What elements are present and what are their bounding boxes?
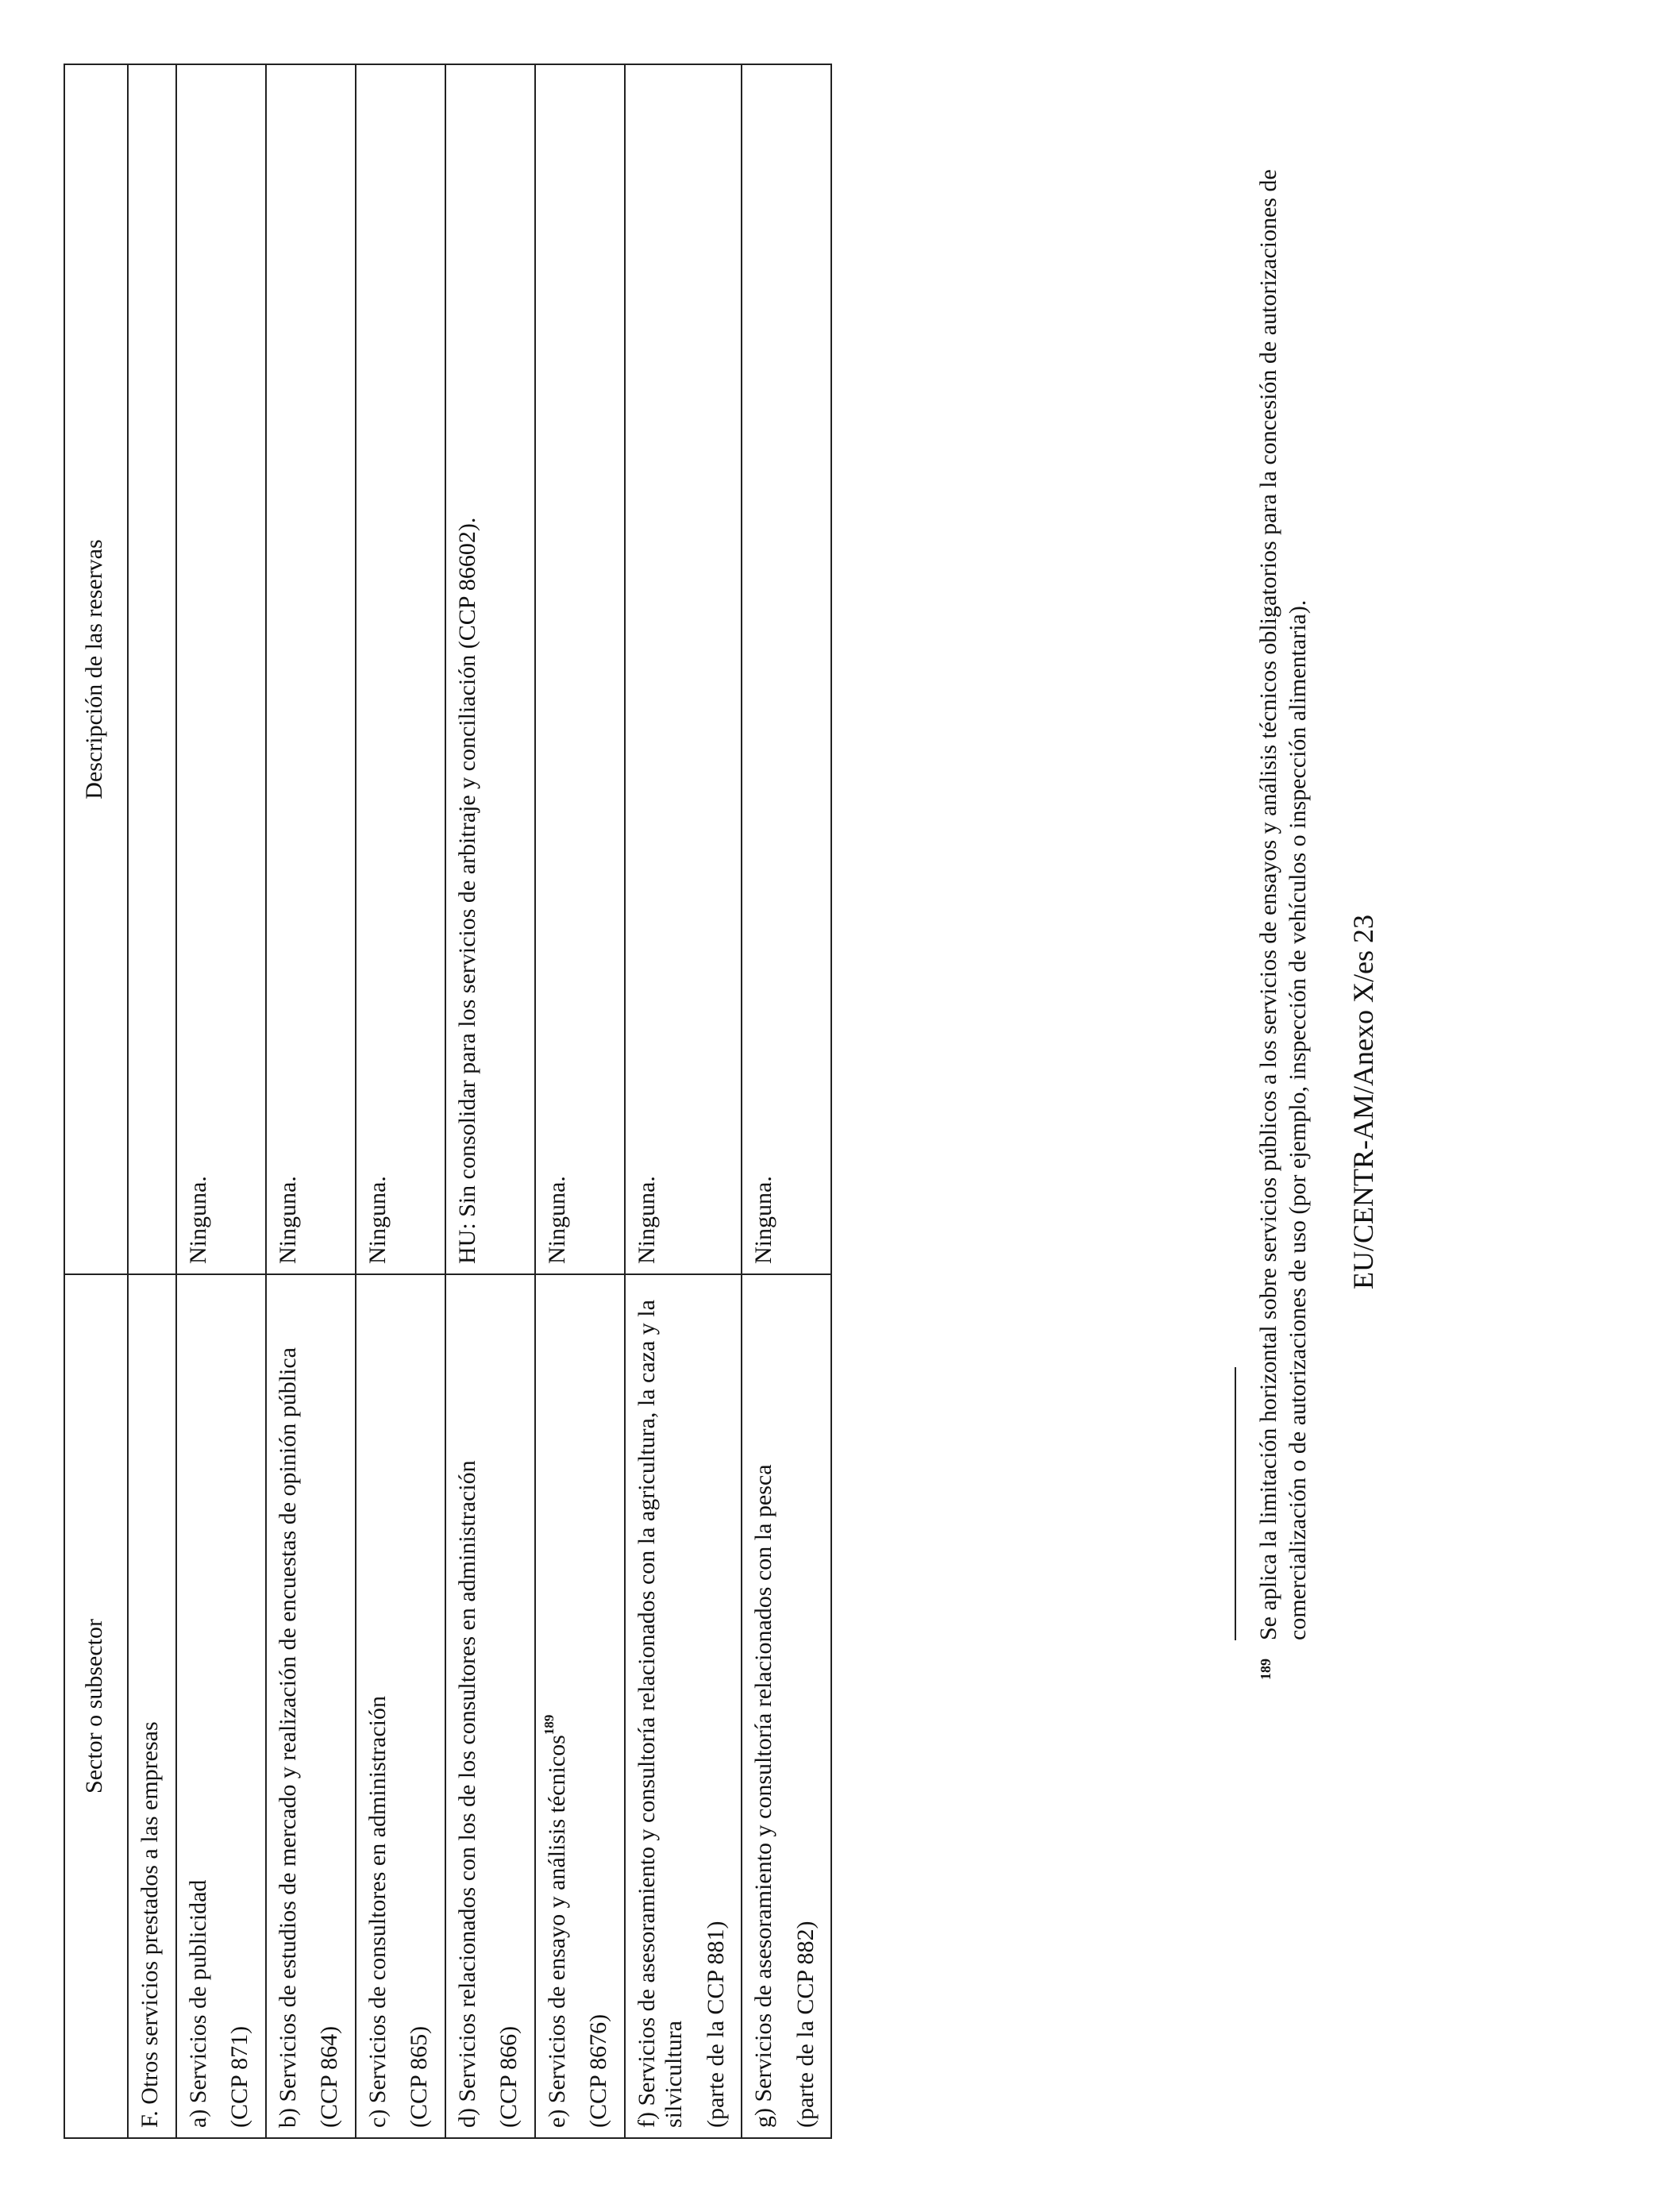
sector-name-text: e) Servicios de ensayo y análisis técnicos (543, 1735, 570, 2128)
footnote (1254, 60, 1312, 1680)
table-row (176, 64, 266, 2138)
sector-cell (445, 1274, 535, 2138)
ccp-code: (CCP 871) (226, 2025, 252, 2128)
table-row (356, 64, 445, 2138)
section-row (128, 64, 176, 2138)
description-cell: Ninguna. (176, 64, 266, 1274)
footnote-reference[interactable]: 189 (541, 1714, 557, 1736)
sector-cell (356, 1274, 445, 2138)
sector-name (541, 1285, 572, 2128)
description-cell: HU: Sin consolidar para los servicios de arbitraje y conciliación (CCP 86602). (445, 64, 535, 1274)
table-row (742, 64, 831, 2138)
table-row (266, 64, 356, 2138)
sector-name: b) Servicios de estudios de mercado y realización de encuestas de opinión pública (274, 1347, 301, 2128)
sector-name: d) Servicios relacionados con los de los consultores en administración (453, 1460, 480, 2128)
description-cell: Ninguna. (625, 64, 742, 1274)
ccp-code: (CCP 866) (495, 2025, 522, 2128)
sector-name: f) Servicios de asesoramiento y consultoría relacionados con la agricultura, la caza y la silvicultura (633, 1300, 687, 2128)
sector-name: a) Servicios de publicidad (184, 1879, 211, 2128)
footnote-text: Se aplica la limitación horizontal sobre servicios públicos a los servicios de ensayos y análisis técnicos obligatorios para la concesión de autorizaciones de comercialización o de autorizaciones de uso (por ejemplo, inspección de vehículos o inspección alimentaria). (1255, 169, 1311, 1640)
footnote-number: 189 (1258, 1659, 1273, 1680)
ccp-code: (CCP 864) (316, 2025, 342, 2128)
section-empty-cell (128, 64, 176, 1274)
sector-cell (742, 1274, 831, 2138)
table-header-row (64, 64, 128, 2138)
sector-name: c) Servicios de consultores en administración (364, 1695, 391, 2128)
table-row (625, 64, 742, 2138)
ccp-code: (parte de la CCP 882) (792, 1921, 819, 2128)
description-cell: Ninguna. (535, 64, 625, 1274)
table-row (535, 64, 625, 2138)
table-row (445, 64, 535, 2138)
ccp-code: (parte de la CCP 881) (702, 1921, 729, 2128)
ccp-code: (CCP 865) (406, 2025, 432, 2128)
description-cell: Ninguna. (266, 64, 356, 1274)
sector-cell (266, 1274, 356, 2138)
header-sector: Sector o subsector (64, 1274, 128, 2138)
sector-cell (625, 1274, 742, 2138)
description-cell: Ninguna. (356, 64, 445, 1274)
footnote-separator (1235, 1367, 1236, 1640)
description-cell: Ninguna. (742, 64, 831, 1274)
section-title: F. Otros servicios prestados a las empresas (128, 1274, 176, 2138)
reservations-table (64, 64, 832, 2139)
page-footer: EU/CENTR-AM/Anexo X/es 23 (1347, 915, 1379, 1289)
sector-cell (176, 1274, 266, 2138)
sector-name: g) Servicios de asesoramiento y consultoría relacionados con la pesca (750, 1464, 776, 2128)
header-description: Descripción de las reservas (64, 64, 128, 1274)
sector-cell (535, 1274, 625, 2138)
ccp-code: (CCP 8676) (585, 2013, 611, 2128)
